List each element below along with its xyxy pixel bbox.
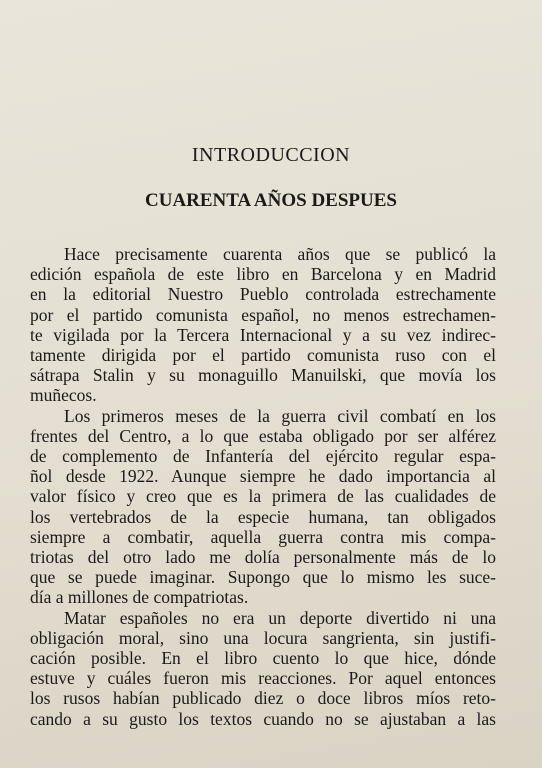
- text-line: ñol desde 1922. Aunque siempre he dado importancia al: [30, 466, 496, 487]
- text-line: en la editorial Nuestro Pueblo controlada estrechamente: [30, 284, 496, 305]
- text-line: tamente dirigida por el partido comunista ruso con el: [30, 345, 496, 366]
- paragraph-1: [30, 244, 496, 406]
- text-line: frentes del Centro, a lo que estaba obligado por ser alférez: [30, 425, 496, 446]
- text-line: cación posible. En el libro cuento lo que hice, dónde: [30, 648, 496, 669]
- text-line: cando a su gusto los textos cuando no se ajustaban a las: [30, 708, 496, 729]
- text-line: muñecos.: [30, 385, 97, 406]
- text-line: por el partido comunista español, no menos estrechamen-: [30, 304, 496, 325]
- text-line: Hace precisamente cuarenta años que se publicó la: [64, 244, 496, 264]
- text-line: siempre a combatir, aquella guerra contra mis compa-: [30, 526, 496, 547]
- text-line: los rusos habían publicado diez o doce libros míos reto-: [30, 688, 496, 709]
- chapter-heading: INTRODUCCION: [191, 144, 351, 166]
- text-line: sátrapa Stalin y su monaguillo Manuilski, que movía los: [30, 365, 496, 386]
- text-line: valor físico y creo que es la primera de las cualidades de: [30, 486, 496, 507]
- chapter-subheading: CUARENTA AÑOS DESPUES: [145, 190, 397, 211]
- text-line: día a millones de compatriotas.: [30, 587, 249, 608]
- text-line: edición española de este libro en Barcelona y en Madrid: [30, 264, 496, 285]
- text-line: que se puede imaginar. Supongo que lo mismo les suce-: [30, 567, 496, 588]
- paragraph-2: [30, 406, 496, 608]
- text-line: estuve y cuáles fueron mis reacciones. Por aquel entonces: [30, 668, 496, 689]
- text-line: los vertebrados de la especie humana, tan obligados: [30, 506, 496, 527]
- text-line: te vigilada por la Tercera Internacional y a su vez indirec-: [30, 324, 496, 345]
- text-line: de complemento de Infantería del ejército regular espa-: [30, 446, 496, 467]
- text-line: Matar españoles no era un deporte divertido ni una: [64, 607, 496, 628]
- body-text: [30, 244, 496, 729]
- paragraph-3: [30, 608, 496, 729]
- text-line: triotas del otro lado me dolía personalmente más de lo: [30, 547, 496, 568]
- text-line: obligación moral, sino una locura sangrienta, sin justifi-: [30, 627, 496, 648]
- text-line: Los primeros meses de la guerra civil combatí en los: [64, 405, 496, 426]
- show-through-text: [240, 0, 542, 118]
